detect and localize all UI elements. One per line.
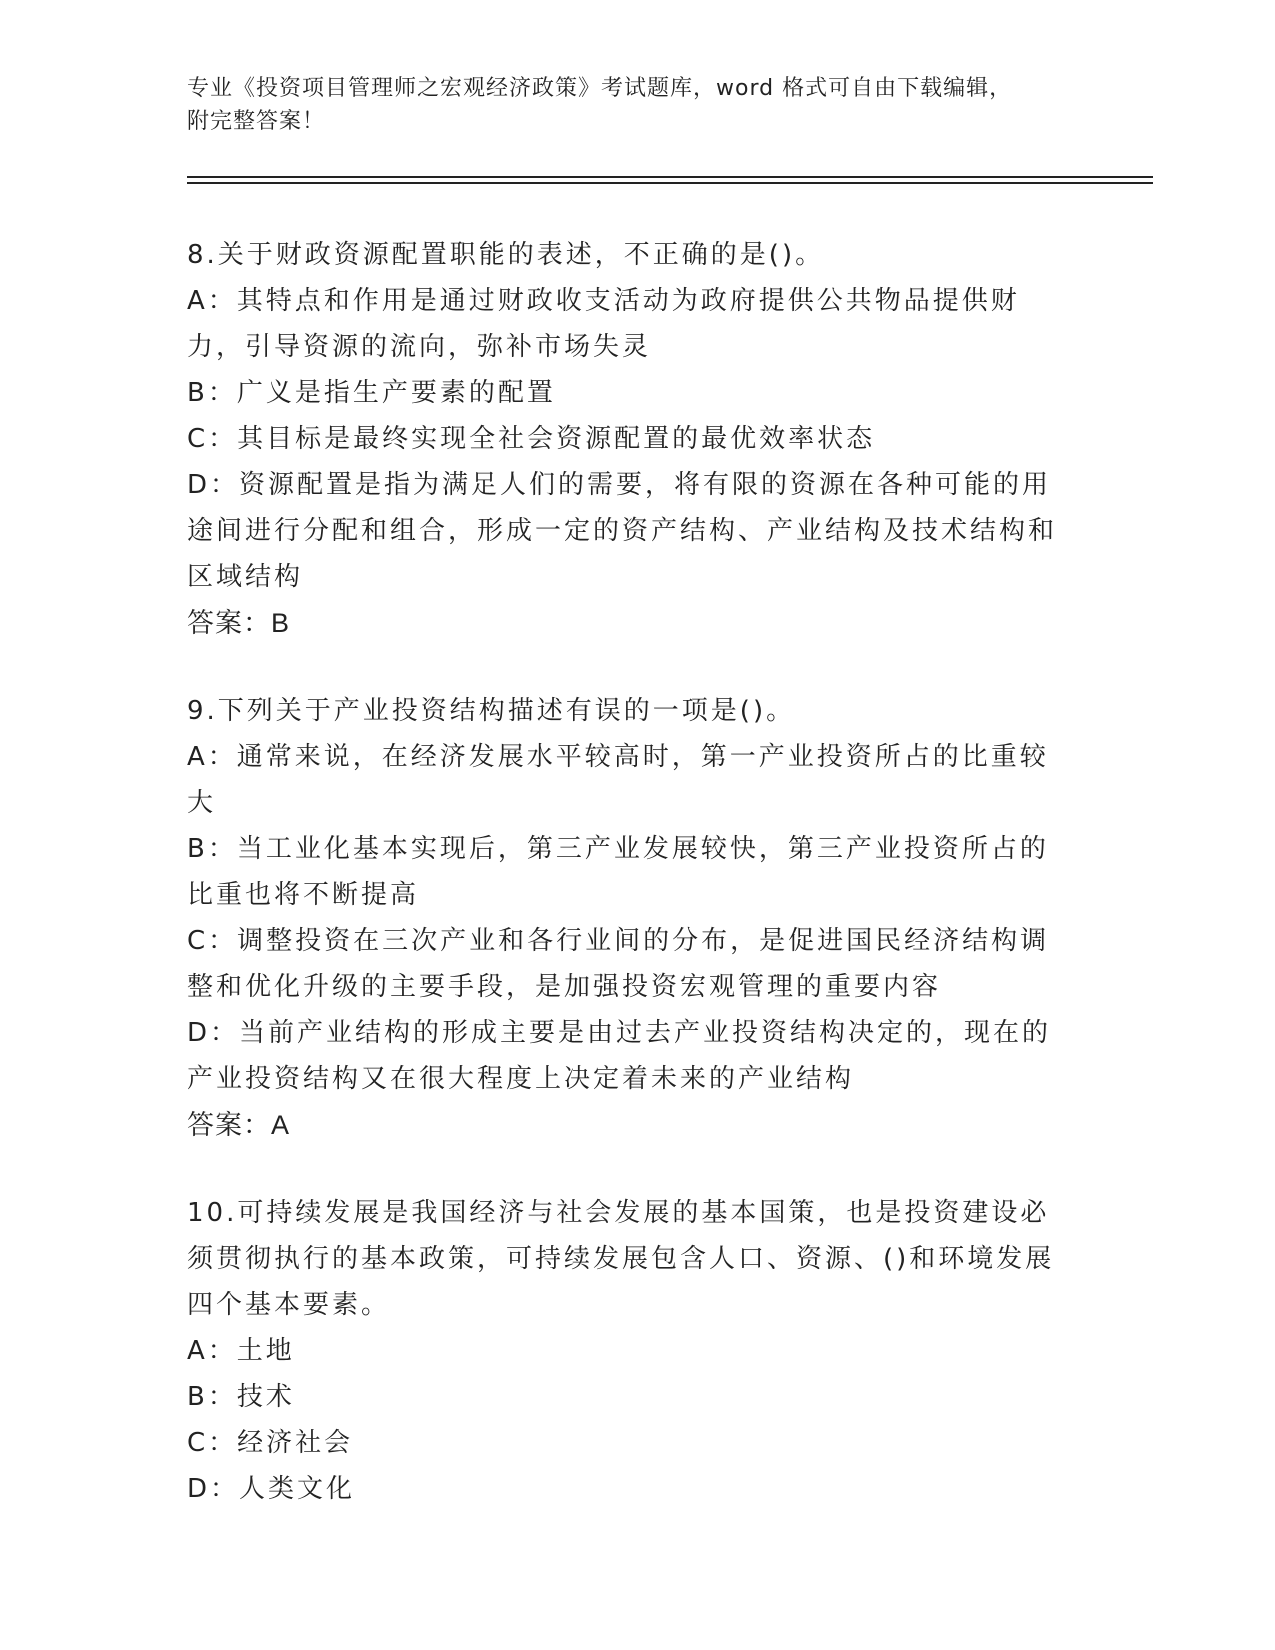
option-c: C：其目标是最终实现全社会资源配置的最优效率状态 — [187, 424, 876, 454]
option-b: B：当工业化基本实现后，第三产业发展较快，第三产业投资所占的比重也将不断提高 — [187, 834, 1049, 910]
header-divider-top — [187, 176, 1153, 178]
question-8 — [187, 232, 1067, 646]
option-a: A：土地 — [187, 1336, 295, 1366]
header-divider-bottom — [187, 182, 1153, 184]
question-9 — [187, 688, 1067, 1148]
option-a: A：通常来说，在经济发展水平较高时，第一产业投资所占的比重较大 — [187, 742, 1049, 818]
option-c: C：经济社会 — [187, 1428, 354, 1458]
option-b: B：广义是指生产要素的配置 — [187, 378, 556, 408]
header-line-1: 专业《投资项目管理师之宏观经济政策》考试题库，word 格式可自由下载编辑， — [187, 76, 1013, 101]
answer: 答案：A — [187, 1110, 291, 1140]
question-stem: 8.关于财政资源配置职能的表述，不正确的是()。 — [187, 240, 825, 270]
question-stem: 10.可持续发展是我国经济与社会发展的基本国策，也是投资建设必须贯彻执行的基本政策，可持续发展包含人口、资源、()和环境发展四个基本要素。 — [187, 1198, 1055, 1320]
document-header — [187, 72, 1087, 138]
option-d: D：当前产业结构的形成主要是由过去产业投资结构决定的，现在的产业投资结构又在很大程度上决定着未来的产业结构 — [187, 1018, 1052, 1094]
option-a: A：其特点和作用是通过财政收支活动为政府提供公共物品提供财力，引导资源的流向，弥补市场失灵 — [187, 286, 1020, 362]
answer: 答案：B — [187, 608, 291, 638]
option-d: D：资源配置是指为满足人们的需要，将有限的资源在各种可能的用途间进行分配和组合，形成一定的资产结构、产业结构及技术结构和区域结构 — [187, 470, 1058, 592]
option-c: C：调整投资在三次产业和各行业间的分布，是促进国民经济结构调整和优化升级的主要手段，是加强投资宏观管理的重要内容 — [187, 926, 1050, 1002]
question-list — [187, 232, 1067, 1554]
question-stem: 9.下列关于产业投资结构描述有误的一项是()。 — [187, 696, 796, 726]
header-line-2: 附完整答案！ — [187, 109, 326, 134]
option-d: D：人类文化 — [187, 1474, 356, 1504]
option-b: B：技术 — [187, 1382, 295, 1412]
question-10 — [187, 1190, 1067, 1512]
